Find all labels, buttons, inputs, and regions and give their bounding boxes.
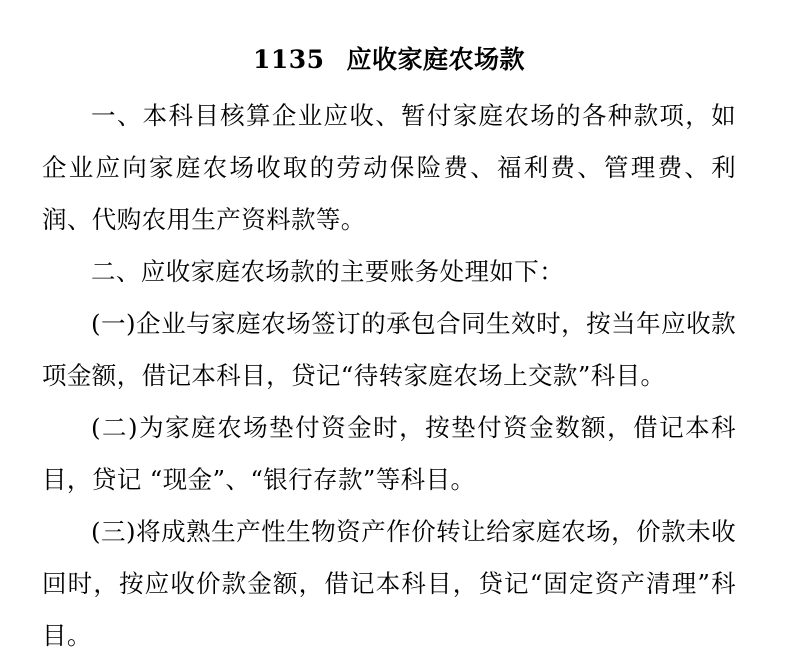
account-name: 应收家庭农场款 (346, 45, 526, 74)
paragraph-main-entries-heading: 二、应收家庭农场款的主要账务处理如下： (91, 257, 565, 286)
document-body (42, 40, 736, 662)
account-code: 1135 (252, 45, 325, 74)
paragraph-scope: 一、本科目核算企业应收、暂付家庭农场的各种款项，如企业应向家庭农场收取的劳动保险费、福利费、管理费、利润、代购农用生产资料款等。 (42, 101, 736, 234)
paragraph-entry-1: (一)企业与家庭农场签订的承包合同生效时，按当年应收款项金额，借记本科目，贷记“待转家庭农场上交款”科目。 (42, 309, 736, 390)
paragraph-entry-3: (三)将成熟生产性生物资产作价转让给家庭农场，价款未收回时，按应收价款金额，借记本科目，贷记“固定资产清理”科目。 (42, 517, 736, 650)
page-title (42, 40, 736, 80)
paragraph-entry-2: (二)为家庭农场垫付资金时，按垫付资金数额，借记本科目，贷记 “现金”、“银行存款”等科目。 (42, 413, 736, 494)
